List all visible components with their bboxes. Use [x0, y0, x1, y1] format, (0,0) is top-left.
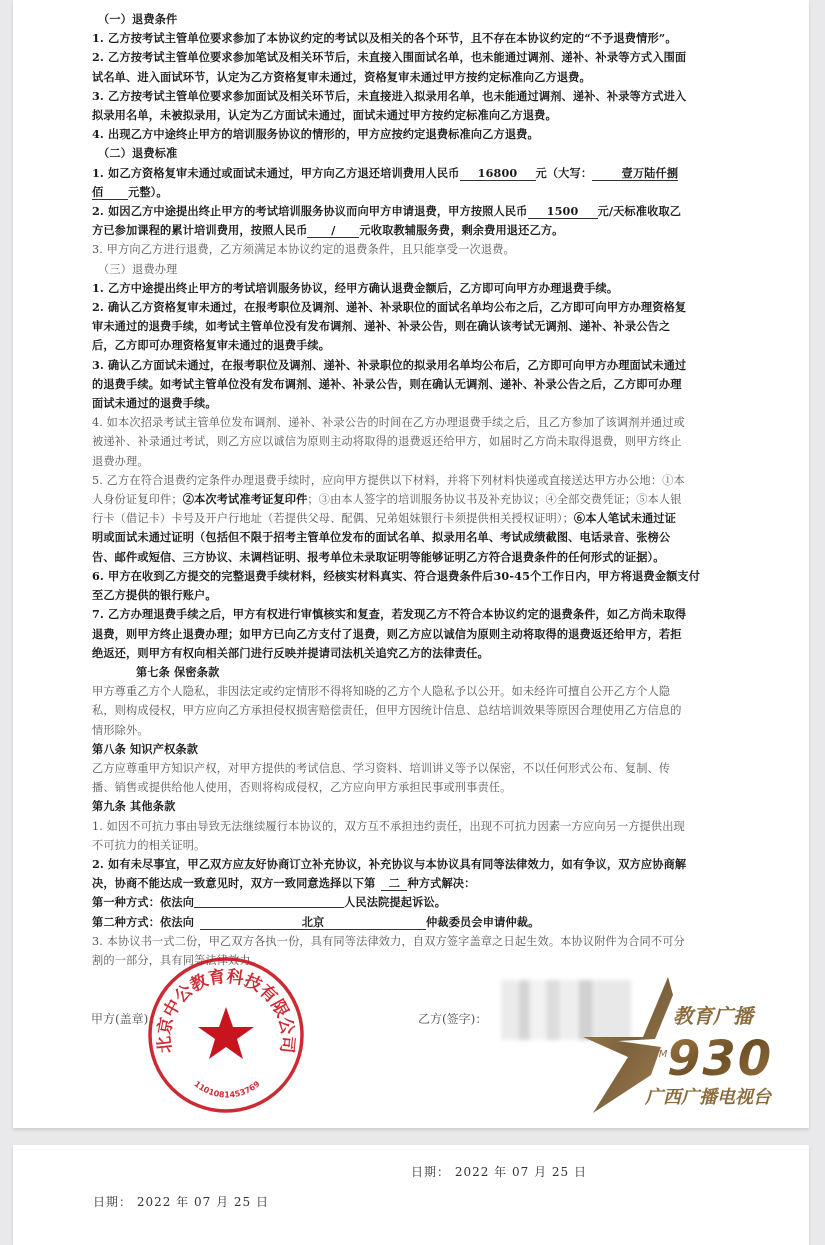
- party-a-sign-date: 日期： 2022 年 07 月 25 日: [93, 1195, 269, 1209]
- refund-process-line: 6. 甲方在收到乙方提交的完整退费手续材料，经核实材料真实、符合退费条件后30-45个工作日内，甲方将退费金额支付: [92, 568, 701, 583]
- refund-process-line: 退费，则甲方终止退费办理；如甲方已向乙方支付了退费，则乙方应以诚信为原则主动将取得的退费返还给甲方，若拒: [92, 626, 682, 641]
- text: 元（大写：: [535, 165, 593, 180]
- text: 2. 如因乙方中途提出终止甲方的考试培训服务协议而向甲方申请退费，甲方按照人民币: [92, 204, 528, 219]
- text: 元整）。: [128, 184, 168, 199]
- fm-label: FM: [653, 1049, 668, 1060]
- refund-amount-field: 16800: [460, 166, 536, 181]
- text: 人民法院提起诉讼。: [344, 895, 447, 910]
- party-b-signature-label: 乙方(签字)：: [418, 1012, 488, 1026]
- article-8-line: 乙方应尊重甲方知识产权，对甲方提供的考试信息、学习资料、培训讲义等予以保密，不以任何形式公布、复制、传: [92, 761, 671, 775]
- refund-process-line: 5. 乙方在符合退费约定条件办理退费手续时，应向甲方提供以下材料，并将下列材料快递或直接送达甲方办公地：①本: [92, 473, 685, 487]
- dispute-option-choice: 二: [381, 876, 407, 891]
- refund-amount-words-field: 壹万陆仟捌: [592, 166, 678, 181]
- fm930-watermark-logo: [573, 975, 813, 1115]
- contract-page-2: [13, 1145, 809, 1245]
- refund-process-line: 绝返还，则甲方有权向相关部门进行反映并提请司法机关追究乙方的法律责任。: [92, 645, 489, 660]
- text: 决，协商不能达成一致意见时，双方一致同意选择以下第: [92, 876, 376, 891]
- refund-standard-item-2-cont: [92, 221, 742, 240]
- refund-process-line: 面试未通过的退费手续。: [92, 396, 217, 411]
- refund-standard-item-1-cont: [92, 183, 742, 202]
- contract-body: [92, 10, 742, 970]
- refund-condition-line: 拟录用名单，未被拟录用，认定为乙方面试未通过，面试未通过甲方按约定标准向乙方退费。: [92, 108, 557, 123]
- refund-process-line: 被递补、补录通过考试，则乙方应以诚信为原则主动将取得的退费返还给甲方，如届时乙方尚未取得退费，则甲方终止: [92, 435, 682, 449]
- refund-condition-line: 3. 乙方按考试主管单位要求参加面试及相关环节后，未直接进入拟录用名单，也未能通过调剂、递补、补录等方式进入: [92, 88, 687, 103]
- section-heading-refund-conditions: （一）退费条件: [98, 12, 178, 26]
- text: 第一种方式：依法向: [92, 895, 195, 910]
- refund-standard-item-2: [92, 202, 742, 221]
- company-seal-icon: [146, 955, 306, 1115]
- refund-process-line: 审未通过的退费手续，如考试主管单位没有发布调剂、递补、补录公告，则在确认该考试无调剂、递补、补录公告之: [92, 319, 671, 334]
- text: 人身份证复印件；: [92, 493, 183, 507]
- article-9-line: 不可抗力的相关证明。: [92, 838, 206, 852]
- refund-condition-line: 2. 乙方按考试主管单位要求参加笔试及相关环节后，未直接入围面试名单，也未能通过调剂、递补、补录等方式入围面: [92, 50, 687, 65]
- text: ；③由本人签字的培训服务协议书及补充协议；④全部交费凭证；⑤本人银: [307, 493, 682, 507]
- refund-process-line: 明或面试未通过证明（包括但不限于招考主管单位发布的面试名单、拟录用名单、考试成绩截图、电话录音、张榜公: [92, 530, 671, 545]
- text: 仲裁委员会申请仲裁。: [426, 914, 540, 929]
- star-icon: [198, 1007, 254, 1059]
- article-7-heading: 第七条 保密条款: [136, 664, 220, 679]
- contract-page-1: [13, 0, 809, 1128]
- refund-process-line: [92, 509, 742, 528]
- text: ⑥本人笔试未通过证: [573, 511, 676, 526]
- section-heading-refund-process: （三）退费办理: [98, 262, 178, 276]
- article-7-line: 私，则构成侵权，甲方应向乙方承担侵权损害赔偿责任，但甲方因统计信息、总结培训效果等原因合理使用乙方信息的: [92, 704, 682, 718]
- text: 方已参加课程的累计培训费用，按照人民币: [92, 223, 308, 238]
- watermark-bottom-text: 广西广播电视台: [645, 1087, 771, 1108]
- article-9-line: 1. 如因不可抗力事由导致无法继续履行本协议的，双方互不承担违约责任，出现不可抗力因素一方应向另一方提供出现: [92, 819, 685, 833]
- refund-process-line: 后，乙方即可办理资格复审未通过的退费手续。: [92, 338, 331, 353]
- refund-process-line: [92, 490, 742, 509]
- article-8-heading: 第八条 知识产权条款: [92, 741, 199, 756]
- service-fee-field: /: [307, 223, 359, 238]
- text: 元/天标准收取乙: [597, 204, 682, 219]
- dispute-option-2: [92, 913, 742, 932]
- svg-text:1101081453769: [192, 1079, 262, 1099]
- article-9-line: [92, 874, 742, 893]
- article-9-line: 割的一部分，具有同等法律效力。: [92, 953, 263, 967]
- refund-process-line: 7. 乙方办理退费手续之后，甲方有权进行审慎核实和复查，若发现乙方不符合本协议约定的退费条件，如乙方尚未取得: [92, 607, 687, 622]
- refund-process-line: 2. 确认乙方资格复审未通过，在报考职位及调剂、递补、补录职位的面试名单均公布之后，乙方即可向甲方办理资格复: [92, 300, 687, 315]
- refund-condition-line: 1. 乙方按考试主管单位要求参加了本协议约定的考试以及相关的各个环节，且不存在本协议约定的“不予退费情形”。: [92, 31, 677, 46]
- article-9-heading: 第九条 其他条款: [92, 799, 176, 814]
- refund-process-line: 3. 确认乙方面试未通过，在报考职位及调剂、递补、补录职位的拟录用名单均公布后，乙方即可向甲方办理面试未通过: [92, 357, 687, 372]
- refund-process-line: 的退费手续。如考试主管单位没有发布调剂、递补、补录公告，则在确认无调剂、递补、补录公告之后，乙方即可办理: [92, 376, 682, 391]
- court-field: [194, 893, 344, 908]
- article-7-line: 情形除外。: [92, 723, 149, 737]
- refund-process-line: 4. 如本次招录考试主管单位发布调剂、递补、补录公告的时间在乙方办理退费手续之后，且乙方参加了该调剂并通过或: [92, 416, 685, 430]
- text: 元收取教辅服务费，剩余费用退还乙方。: [359, 223, 564, 238]
- refund-process-line: 至乙方提供的银行账户。: [92, 588, 217, 603]
- section-heading-refund-standard: （二）退费标准: [98, 146, 178, 161]
- party-a-seal-label: 甲方(盖章)：: [91, 1012, 161, 1026]
- article-9-line: 2. 如有未尽事宜，甲乙双方应友好协商订立补充协议，补充协议与本协议具有同等法律效力，如有争议，双方应协商解: [92, 856, 687, 871]
- watermark-frequency: 930: [667, 1031, 774, 1087]
- text: ②本次考试准考证复印件: [182, 492, 308, 507]
- refund-standard-item-1: [92, 164, 742, 183]
- text: 行卡（借记卡）卡号及开户行地址（若提供父母、配偶、兄弟姐妹银行卡须提供相关授权证明）；: [92, 512, 574, 526]
- refund-process-item-1: 1. 乙方中途提出终止甲方的考试培训服务协议，经甲方确认退费金额后，乙方即可向甲方办理退费手续。: [92, 280, 619, 295]
- text: 种方式解决：: [407, 876, 476, 891]
- article-8-line: 播、销售或提供给他人使用，否则将构成侵权，乙方应向甲方承担民事或刑事责任。: [92, 781, 512, 795]
- article-7-line: 甲方尊重乙方个人隐私，非因法定或约定情形不得将知晓的乙方个人隐私予以公开。如未经许可擅自公开乙方个人隐: [92, 685, 671, 699]
- article-9-line: 3. 本协议书一式二份，甲乙双方各执一份，具有同等法律效力，自双方签字盖章之日起生效。本协议附件为合同不可分: [92, 934, 685, 948]
- refund-process-line: 退费办理。: [92, 454, 149, 468]
- text: 第二种方式：依法向: [92, 914, 195, 929]
- stamp-number-text: 1101081453769: [192, 1079, 262, 1100]
- arbitration-city-field: 北京: [200, 915, 426, 930]
- text: 1. 如乙方资格复审未通过或面试未通过，甲方向乙方退还培训费用人民币: [92, 165, 460, 180]
- refund-process-line: 告、邮件或短信、三方协议、未调档证明、报考单位未录取证明等能够证明乙方符合退费条件的任何形式的证据）。: [92, 549, 665, 564]
- party-b-sign-date: 日期： 2022 年 07 月 25 日: [411, 1165, 587, 1179]
- daily-rate-field: 1500: [528, 204, 598, 219]
- refund-condition-line: 4. 出现乙方中途终止甲方的培训服务协议的情形的，甲方应按约定退费标准向乙方退费。: [92, 127, 539, 142]
- refund-amount-words-field-cont: 佰: [92, 185, 128, 200]
- watermark-top-text: 教育广播: [673, 1004, 753, 1028]
- refund-condition-line: 试名单、进入面试环节，认定为乙方资格复审未通过，资格复审未通过甲方按约定标准向乙方退费。: [92, 69, 591, 84]
- dispute-option-1: [92, 893, 742, 912]
- refund-standard-item-3: 3. 甲方向乙方进行退费，乙方须满足本协议约定的退费条件，且只能享受一次退费。: [92, 243, 515, 257]
- stamp-company-text: 北京中公教育科技有限公司: [154, 966, 298, 1055]
